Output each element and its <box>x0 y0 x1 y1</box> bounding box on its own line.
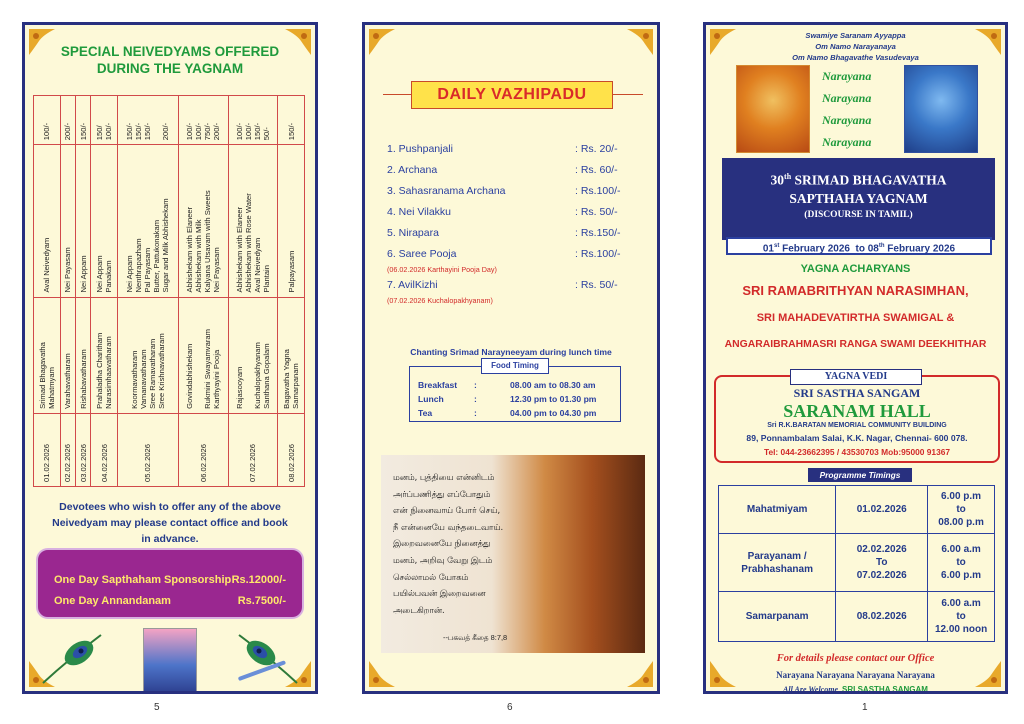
neivedyam-parayanam: Rajasooyam Kuchalopakhyanam Santhana Gopalam <box>228 297 278 413</box>
vazhipadu-item <box>387 227 647 248</box>
neivedyam-date: 08.02.2026 <box>278 413 305 486</box>
title-line: SPECIAL NEIVEDYAMS OFFERED <box>60 44 280 59</box>
programme-name: Samarpanam <box>719 592 836 642</box>
vazhipadu-name: 6. Saree Pooja <box>387 248 457 260</box>
sangam-name: SRI SASTHA SANGAM <box>793 386 921 400</box>
title-line: DURING THE YAGNAM <box>96 61 244 76</box>
neivedyam-parayanam: Prahaladha Charitham Narasimhaavatharam <box>91 297 118 413</box>
devotees-line: in advance. <box>141 533 199 545</box>
vazhipadu-list <box>387 143 647 310</box>
acharyan-name: SRI RAMABRITHYAN NARASIMHAN, <box>742 283 969 298</box>
verse-line: அர்ப்பணித்து எப்போதும் <box>393 488 491 499</box>
gita-image <box>381 455 645 653</box>
venue-phone: Tel: 044-23662395 / 43530703 Mob:95000 91367 <box>763 447 951 457</box>
neivedyam-price: 150/- <box>75 96 90 145</box>
programme-label: Programme Timings <box>808 468 912 482</box>
neivedyam-date: 04.02.2026 <box>91 413 118 486</box>
contact-note: For details please contact our Office <box>776 653 935 664</box>
sponsorship-row <box>54 595 286 607</box>
vazhipadu-name: 5. Nirapara <box>387 227 439 239</box>
vazhipadu-item <box>387 185 647 206</box>
peacock-feather-icon <box>231 629 301 687</box>
neivedyam-parayanam: Bagavatha Yagna Samarpanam <box>278 297 305 413</box>
yagnam-title: 30th SRIMAD BHAGAVATHA <box>770 172 947 188</box>
programme-row <box>719 534 995 592</box>
vazhipadu-price: : Rs.100/- <box>575 248 621 260</box>
neivedyam-row <box>117 96 178 487</box>
vazhipadu-item <box>387 248 647 269</box>
page-number: 1 <box>862 702 868 713</box>
neivedyam-date: 02.02.2026 <box>60 413 75 486</box>
vazhipadu-name: 2. Archana <box>387 164 438 176</box>
gita-verse <box>393 469 543 618</box>
neivedyam-price: 100/- 100/- 150/- 50/- <box>228 96 278 145</box>
neivedyam-table <box>33 95 305 487</box>
vazhipadu-item <box>387 206 647 227</box>
programme-time: 6.00 a.m to 6.00 p.m <box>928 534 995 592</box>
panel-daily-vazhipadu <box>362 22 660 694</box>
verse-line: செல்லாமல் யோகம் <box>393 571 469 582</box>
daily-vazhipadu-title: DAILY VAZHIPADU <box>411 81 613 109</box>
neivedyam-item: Aval Neivedyam <box>34 145 61 297</box>
programme-table <box>718 485 995 642</box>
verse-line: நீ என்னையே வந்தடைவாய். <box>393 521 504 532</box>
programme-name: Mahatmiyam <box>719 486 836 534</box>
programme-row <box>719 486 995 534</box>
ornament-corner-icon <box>625 27 655 57</box>
neivedyam-parayanam: Koormavatharam Vamanavatharam Sree Ramavatharam Sree Krishnavatharam <box>117 297 178 413</box>
venue-box <box>714 375 1000 463</box>
vazhipadu-price: : Rs.100/- <box>575 185 621 197</box>
neivedyam-price: 150/- <box>278 96 305 145</box>
vazhipadu-item <box>387 164 647 185</box>
neivedyam-item: Nei Appam Panakam <box>91 145 118 297</box>
programme-time: 6.00 p.m to 08.00 p.m <box>928 486 995 534</box>
food-timing-box: Breakfast : 08.00 am to 08.30 am Lunch : 12.30 pm to 01.30 pm Tea : 04.00 pm to 04.30 pm <box>409 366 621 422</box>
neivedyam-row <box>179 96 229 487</box>
ornament-corner-icon <box>367 27 397 57</box>
vazhipadu-note: (06.02.2026 Karthayini Pooja Day) <box>387 265 497 274</box>
vazhipadu-name: 3. Sahasranama Archana <box>387 185 506 197</box>
panel-neivedyams <box>22 22 318 694</box>
neivedyam-date: 05.02.2026 <box>117 413 178 486</box>
neivedyam-item: Abhishekam with Elaneer Abhishekam with Rose Water Aval Neivedyam Plantain <box>228 145 278 297</box>
narayana-text: Narayana <box>822 135 872 149</box>
narayana-text: Narayana <box>822 91 872 105</box>
neivedyam-parayanam: Varahavatharam <box>60 297 75 413</box>
neivedyam-row <box>91 96 118 487</box>
neivedyam-date: 01.02.2026 <box>34 413 61 486</box>
devotees-note <box>37 499 303 547</box>
vishnu-image <box>904 65 978 153</box>
verse-line: அடைகிறான். <box>393 604 445 615</box>
vazhipadu-price: : Rs. 20/- <box>575 143 618 155</box>
neivedyam-price: 150/ 100/- <box>91 96 118 145</box>
neivedyam-price: 100/- 100/- 750/- 200/- <box>179 96 229 145</box>
verse-line: மனம், புத்தியை என்னிடம் <box>393 472 495 482</box>
verse-line: இறைவனையே நினைத்து <box>393 538 491 549</box>
food-timing-label: Food Timing <box>481 358 549 374</box>
venue-address: 89, Ponnambalam Salai, K.K. Nagar, Chennai- 600 078. <box>746 433 968 443</box>
neivedyam-date: 03.02.2026 <box>75 413 90 486</box>
programme-name: Parayanam / Prabhashanam <box>719 534 836 592</box>
ayyappa-image <box>736 65 810 153</box>
neivedyam-row <box>228 96 278 487</box>
meal-time: 08.00 am to 08.30 am <box>510 380 596 390</box>
meal-time: 04.00 pm to 04.30 pm <box>510 408 597 418</box>
meal-name: Breakfast <box>418 380 458 390</box>
page-number: 5 <box>154 702 160 713</box>
meal-time: 12.30 pm to 01.30 pm <box>510 394 597 404</box>
neivedyams-title <box>35 43 305 77</box>
meal-name: Lunch <box>418 394 444 404</box>
neivedyam-price: 100/- <box>34 96 61 145</box>
narayana-line: Narayana Narayana Narayana Narayana <box>776 670 935 680</box>
neivedyam-row <box>34 96 61 487</box>
sponsorship-label: One Day Annandanam <box>54 595 171 607</box>
ornament-corner-icon <box>625 659 655 689</box>
event-dates: 01st February 2026 to 08th February 2026 <box>726 237 992 255</box>
chanting-note: Chanting Srimad Narayneeyam during lunch time <box>410 347 612 357</box>
neivedyam-item: Palpayasam <box>278 145 305 297</box>
sponsorship-amount: Rs.12000/- <box>231 574 286 586</box>
verse-reference: --பகவத் கீதை 8:7,8 <box>443 633 508 642</box>
sponsorship-box <box>36 548 304 619</box>
programme-time: 6.00 a.m to 12.00 noon <box>928 592 995 642</box>
narayana-text: Narayana <box>822 113 872 127</box>
yagnam-discourse: (DISCOURSE IN TAMIL) <box>804 209 913 220</box>
invocation-line: Swamiye Saranam Ayyappa <box>805 31 906 40</box>
vazhipadu-name: 7. AvilKizhi <box>387 279 438 291</box>
building-name: Sri R.K.BARATAN MEMORIAL COMMUNITY BUILDING <box>767 422 947 429</box>
yagna-vedi-label: YAGNA VEDI <box>790 369 922 385</box>
devotees-line: Neivedyam may please contact office and book <box>52 517 288 529</box>
verse-line: என் நினைவாய் போர் செய், <box>393 505 501 516</box>
invocation-line: Om Namo Bhagavathe Vasudevaya <box>792 53 919 62</box>
verse-line: பயில்பவன் இறைவனை <box>393 588 486 599</box>
neivedyam-item: Nei Payasam <box>60 145 75 297</box>
vazhipadu-item <box>387 279 647 300</box>
neivedyam-item: Nei Appam <box>75 145 90 297</box>
programme-date: 01.02.2026 <box>836 486 928 534</box>
verse-line: மனம், அறிவு வேறு இடம் <box>393 554 493 565</box>
panel-cover <box>703 22 1008 694</box>
neivedyam-date: 07.02.2026 <box>228 413 278 486</box>
hall-name: SARANAM HALL <box>783 401 931 421</box>
neivedyam-date: 06.02.2026 <box>179 413 229 486</box>
neivedyam-price: 150/- 150/- 150/- 200/- <box>117 96 178 145</box>
krishna-image <box>143 628 197 694</box>
vazhipadu-price: : Rs. 50/- <box>575 206 618 218</box>
acharyan-name: SRI MAHADEVATIRTHA SWAMIGAL & <box>756 312 955 324</box>
neivedyam-parayanam: Govindabhishekam Rukmini Swayamvaram Karthyayini Pooja <box>179 297 229 413</box>
neivedyam-row <box>278 96 305 487</box>
vazhipadu-price: : Rs.150/- <box>575 227 621 239</box>
acharyan-name: ANGARAIBRAHMASRI RANGA SWAMI DEEKHITHAR <box>724 339 987 350</box>
vazhipadu-name: 1. Pushpanjali <box>387 143 453 155</box>
neivedyam-item: Nei Appam Nenthrapazham Pal Payasam Butter, Pattukonakam Sugar and Milk Abhishekam <box>117 145 178 297</box>
welcome-line: All Are Welcome SRI SASTHA SANGAM <box>783 685 928 694</box>
neivedyam-row <box>60 96 75 487</box>
ornament-corner-icon <box>367 659 397 689</box>
meal-name: Tea <box>418 408 433 418</box>
yagnam-subtitle: SAPTHAHA YAGNAM <box>789 190 928 206</box>
acharyans-label: YAGNA ACHARYANS <box>800 263 911 275</box>
yagnam-title-box <box>722 158 995 240</box>
page-number: 6 <box>507 702 513 713</box>
vazhipadu-note: (07.02.2026 Kuchalopakhyanam) <box>387 296 493 305</box>
vazhipadu-price: : Rs. 60/- <box>575 164 618 176</box>
neivedyam-item: Abhishekam with Elaneer Abhishekam with Milk Kalyana Utsavam with Sweets Nei Payasam <box>179 145 229 297</box>
vazhipadu-price: : Rs. 50/- <box>575 279 618 291</box>
vazhipadu-name: 4. Nei Vilakku <box>387 206 452 218</box>
neivedyam-table-wrap <box>33 95 305 487</box>
neivedyam-parayanam: Rishabavatharam <box>75 297 90 413</box>
programme-date: 08.02.2026 <box>836 592 928 642</box>
sponsorship-amount: Rs.7500/- <box>237 595 286 607</box>
programme-row <box>719 592 995 642</box>
sponsorship-row <box>54 574 286 586</box>
peacock-feather-icon <box>39 629 109 687</box>
neivedyam-price: 200/- <box>60 96 75 145</box>
programme-date: 02.02.2026 To 07.02.2026 <box>836 534 928 592</box>
vazhipadu-item <box>387 143 647 164</box>
neivedyam-row <box>75 96 90 487</box>
narayana-text: Narayana <box>822 69 872 83</box>
invocation-line: Om Namo Narayanaya <box>815 42 896 51</box>
sponsorship-label: One Day Sapthaham Sponsorship <box>54 574 232 586</box>
devotees-line: Devotees who wish to offer any of the above <box>59 501 281 513</box>
neivedyam-parayanam: Srimad Bhagavatha Mahatmyam <box>34 297 61 413</box>
